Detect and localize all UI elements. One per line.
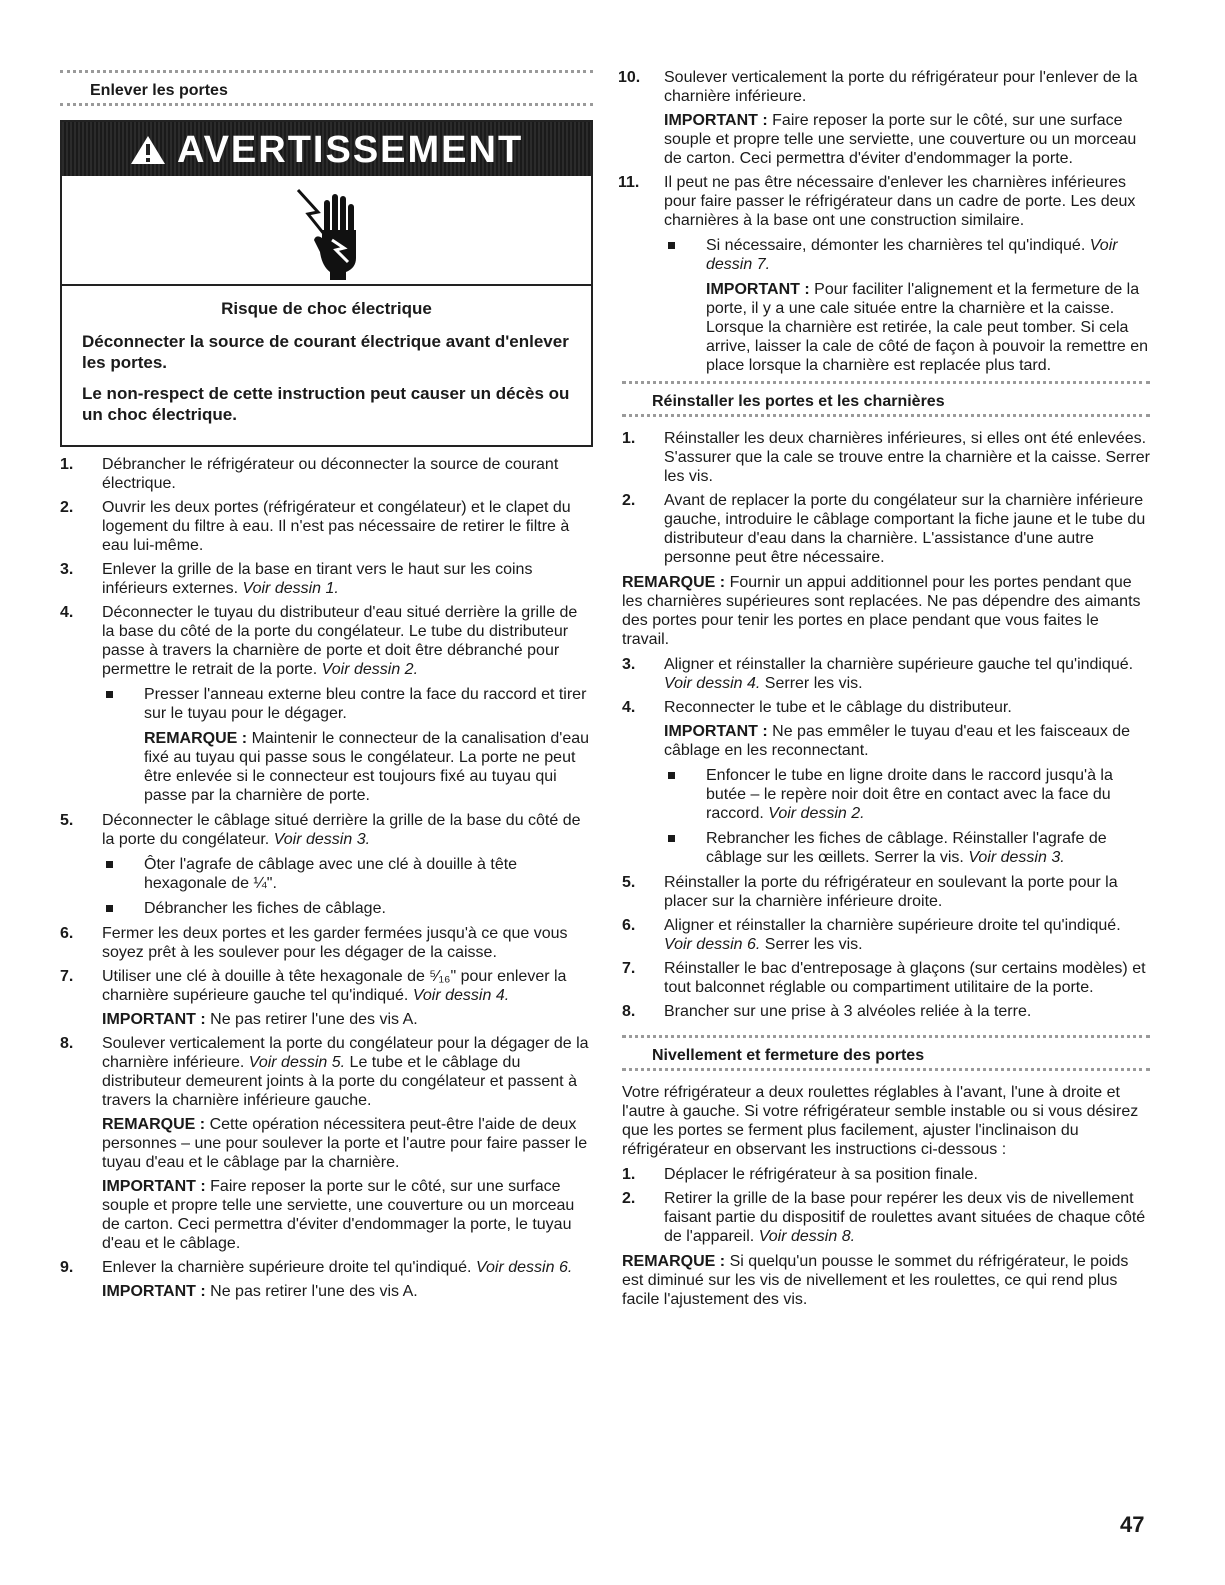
step-4-bullet: Presser l'anneau externe bleu contre la face du raccord et tirer sur le tuyau pour le dégager. REMARQUE : Maintenir le connecteur de la canalisation d'eau fixé au tuyau qui passe sous le congélateur. La porte ne peut être enlevée si le connecteur est toujours fixé au tuyau qui passe par la charnière de porte. <box>102 685 593 805</box>
leveling-note: REMARQUE : Si quelqu'un pousse le sommet du réfrigérateur, le poids est diminué sur les vis de nivellement et les roulettes, ce qui rend plus facile l'ajustement des vis. <box>622 1253 1129 1308</box>
reinstall-step-4-bullet-1: Enfoncer le tube en ligne droite dans le raccord jusqu'à la butée – le repère noir doit être en contact avec la face du raccord. Voir dessin 2. <box>664 766 1150 823</box>
warning-risk: Risque de choc électrique <box>221 299 432 318</box>
step-6: 6. Fermer les deux portes et les garder fermées jusqu'à ce que vous soyez prêt à les soulever pour les dégager de la caisse. <box>60 925 568 961</box>
reinstall-note: REMARQUE : Fournir un appui additionnel pour les portes pendant que les charnières supérieures sont replacées. Ne pas dépendre des aimants des portes pour tenir les portes en place pendant que vous faites le travail. <box>622 574 1141 648</box>
leveling-intro: Votre réfrigérateur a deux roulettes réglables à l'avant, l'une à droite et l'autre à gauche. Si votre réfrigérateur semble instable ou si vous désirez que les portes se ferment plus facilement, ajuster l'inclinaison du réfrigérateur en observant les instructions ci-dessous : <box>622 1084 1139 1158</box>
reinstall-step-5: 5. Réinstaller la porte du réfrigérateur en soulevant la porte pour la placer sur la charnière inférieure droite. <box>622 874 1118 910</box>
step-5-bullet-2: Débrancher les fiches de câblage. <box>102 899 593 918</box>
page-number: 47 <box>1120 1512 1145 1537</box>
warning-triangle-icon <box>130 129 177 171</box>
section-title-leveling: Nivellement et fermeture des portes <box>652 1047 925 1064</box>
reinstall-step-7: 7. Réinstaller le bac d'entreposage à glaçons (sur certains modèles) et tout balconnet réglable ou compartiment utilitaire de la porte. <box>622 960 1146 996</box>
warning-line-1: Déconnecter la source de courant électrique avant d'enlever les portes. <box>82 332 569 372</box>
removal-steps <box>60 455 593 1301</box>
reinstall-steps-2 <box>622 655 1150 1021</box>
reinstall-step-8: 8. Brancher sur une prise à 3 alvéoles reliée à la terre. <box>622 1003 1032 1020</box>
warning-line-2: Le non-respect de cette instruction peut causer un décès ou un choc électrique. <box>82 384 570 424</box>
electric-shock-hand-icon <box>294 182 364 282</box>
warning-body <box>62 286 591 445</box>
warning-title: AVERTISSEMENT <box>176 129 524 171</box>
reinstall-step-1: 1. Réinstaller les deux charnières inférieures, si elles ont été enlevées. S'assurer que la cale se trouve entre la charnière et la caisse. Serrer les vis. <box>622 430 1150 485</box>
reinstall-step-6: 6. Aligner et réinstaller la charnière supérieure droite tel qu'indiqué. Voir dessin 6. Serrer les vis. <box>622 917 1121 953</box>
step-8: 8. Soulever verticalement la porte du congélateur pour la dégager de la charnière inférieure. Voir dessin 5. Le tube et le câblage du distributeur demeurent joints à la porte du congélateur et passent à travers la charnière inférieure gauche. REMARQUE : Cette opération nécessitera peut-être l'aide de deux personnes – une pour soulever la porte et l'autre pour faire passer le tuyau d'eau et le câblage par la charnière. IMPORTANT : Faire reposer la porte sur le côté, sur une surface souple et propre telle une serviette, une couverture ou un morceau de carton. Ceci permettra d'éviter d'endommager la porte, le tuyau d'eau et le câblage. <box>60 1035 589 1252</box>
step-2: 2. Ouvrir les deux portes (réfrigérateur et congélateur) et le clapet du logement du filtre à eau. Il n'est pas nécessaire de retirer le filtre à eau lui-même. <box>60 499 571 554</box>
leveling-step-1: 1. Déplacer le réfrigérateur à sa position finale. <box>622 1166 978 1183</box>
step-11: 11. Il peut ne pas être nécessaire d'enlever les charnières inférieures pour faire passer le réfrigérateur dans un cadre de porte. Les deux charnières à la base ont une construction similaire. Si nécessaire, démonter les charnières tel qu'indiqué. Voir dessin 7. IMPORTANT : Pour faciliter l'alignement et la fermeture de la porte, il y a une cale située entre la charnière et la caisse. Lorsque la charnière est retirée, la cale peut tomber. Si cela arrive, laisser la cale de côté de façon à pouvoir la remettre en place lorsque la charnière est replacée plus tard. <box>618 174 1149 374</box>
step-10: 10. Soulever verticalement la porte du réfrigérateur pour l'enlever de la charnière inférieure. IMPORTANT : Faire reposer la porte sur le côté, sur une surface souple et propre telle une serviette, une couverture ou un morceau de carton. Ceci permettra d'éviter d'endommager la porte. <box>618 69 1138 167</box>
section-title-reinstall: Réinstaller les portes et les charnières <box>652 393 945 410</box>
leveling-steps <box>622 1165 1150 1246</box>
warning-title-bar <box>62 122 591 176</box>
step-1: 1. Débrancher le réfrigérateur ou déconnecter la source de courant électrique. <box>60 456 559 492</box>
step-3: 3. Enlever la grille de la base en tirant vers le haut sur les coins inférieurs externes. Voir dessin 1. <box>60 561 533 597</box>
warning-icon-area <box>62 176 591 286</box>
reinstall-step-4: 4. Reconnecter le tube et le câblage du distributeur. IMPORTANT : Ne pas emmêler le tuyau d'eau et les faisceaux de câblage en les reconnectant. Enfoncer le tube en ligne droite dans le raccord jusqu'à la butée – le repère noir doit être en contact avec la face du raccord. Voir dessin 2. Rebrancher les fiches de câblage. Réinstaller l'agrafe de câblage sur les œillets. Serrer la vis. Voir dessin 3. <box>622 698 1150 867</box>
right-column <box>618 68 1150 1315</box>
left-column <box>60 70 593 1306</box>
reinstall-step-4-bullet-2: Rebrancher les fiches de câblage. Réinstaller l'agrafe de câblage sur les œillets. Serrer la vis. Voir dessin 3. <box>664 829 1150 867</box>
section-header <box>60 70 593 106</box>
step-4: 4. Déconnecter le tuyau du distributeur d'eau situé derrière la grille de la base du côté de la porte du congélateur. Le tube du distributeur passe à travers la charnière de porte et doit être débranché pour permettre le retrait de la porte. Voir dessin 2. Presser l'anneau externe bleu contre la face du raccord et tirer sur le tuyau pour le dégager. REMARQUE : Maintenir le connecteur de la canalisation d'eau fixé au tuyau qui passe sous le congélateur. La porte ne peut être enlevée si le connecteur est toujours fixé au tuyau qui passe par la charnière de porte. <box>60 603 593 805</box>
section-title: Enlever les portes <box>90 82 228 99</box>
reinstall-step-2: 2. Avant de replacer la porte du congélateur sur la charnière inférieure gauche, introduire le câblage comportant la fiche jaune et le tube du distributeur d'eau dans la charnière. L'assistance d'une autre personne peut être nécessaire. <box>622 492 1146 566</box>
step-9: 9. Enlever la charnière supérieure droite tel qu'indiqué. Voir dessin 6. IMPORTANT : Ne pas retirer l'une des vis A. <box>60 1259 573 1300</box>
step-11-bullet: Si nécessaire, démonter les charnières tel qu'indiqué. Voir dessin 7. IMPORTANT : Pour faciliter l'alignement et la fermeture de la porte, il y a une cale située entre la charnière et la caisse. Lorsque la charnière est retirée, la cale peut tomber. Si cela arrive, laisser la cale de côté de façon à pouvoir la remettre en place lorsque la charnière est replacée plus tard. <box>664 236 1150 375</box>
section-header-leveling <box>622 1035 1150 1071</box>
warning-box <box>60 120 593 447</box>
leveling-step-2: 2. Retirer la grille de la base pour repérer les deux vis de nivellement faisant partie du dispositif de roulettes avant situées de chaque côté de l'appareil. Voir dessin 8. <box>622 1190 1146 1245</box>
step-5-bullet-1: Ôter l'agrafe de câblage avec une clé à douille à tête hexagonale de ¼". <box>102 855 593 893</box>
reinstall-steps <box>622 429 1150 567</box>
step-7: 7. Utiliser une clé à douille à tête hexagonale de ⁵⁄₁₆" pour enlever la charnière supérieure gauche tel qu'indiqué. Voir dessin 4. IMPORTANT : Ne pas retirer l'une des vis A. <box>60 968 567 1028</box>
step-5: 5. Déconnecter le câblage situé derrière la grille de la base du côté de la porte du congélateur. Voir dessin 3. Ôter l'agrafe de câblage avec une clé à douille à tête hexagonale de ¼". Débrancher les fiches de câblage. <box>60 811 593 918</box>
removal-steps-continued <box>618 68 1150 375</box>
section-header-reinstall <box>622 381 1150 417</box>
reinstall-step-3: 3. Aligner et réinstaller la charnière supérieure gauche tel qu'indiqué. Voir dessin 4. Serrer les vis. <box>622 656 1134 692</box>
